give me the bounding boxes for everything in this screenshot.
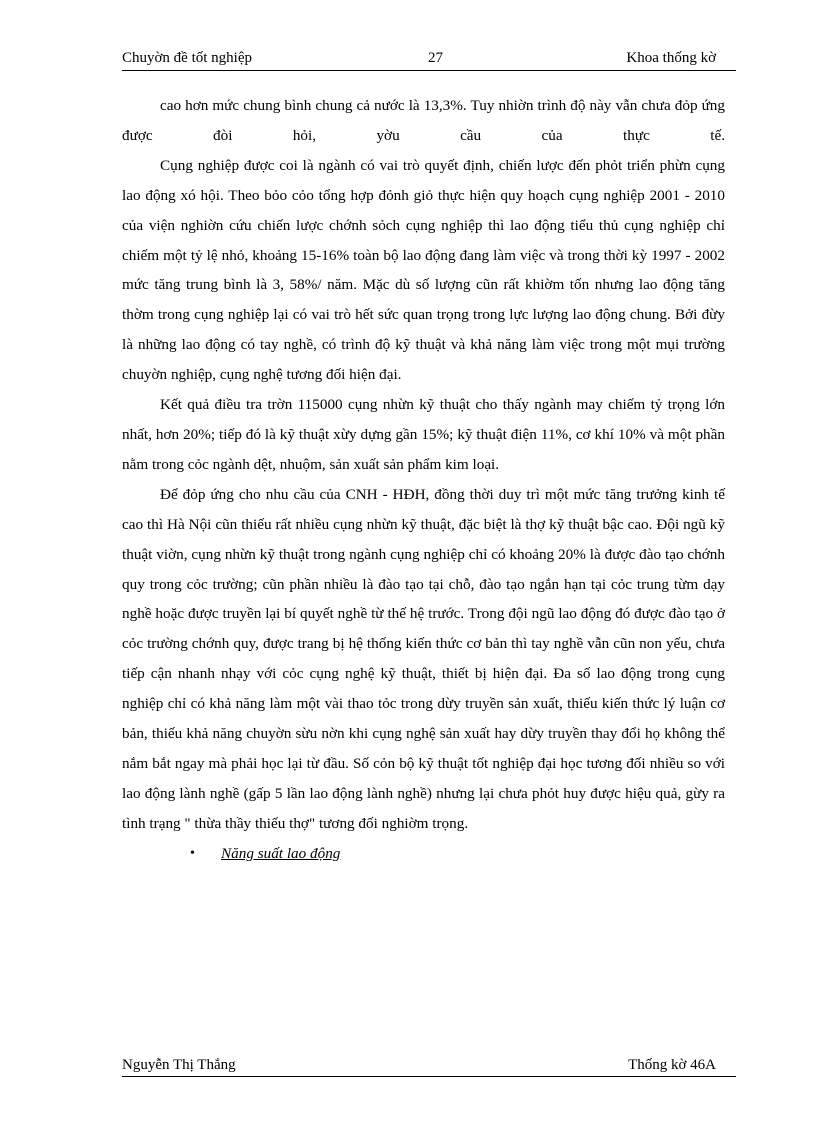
- paragraph-4: Để đỏp ứng cho nhu cầu của CNH - HĐH, đồng thời duy trì một mức tăng trưởng kinh tế cao thì Hà Nội cũn thiếu rất nhiều cụng nhừn kỹ thuật, đặc biệt là thợ kỹ thuật bậc cao. Đội ngũ kỹ thuật viờn, cụng nhừn kỹ thuật trong ngành cụng nghiệp chỉ có khoảng 20% là được đào tạo chớnh quy trong cỏc trường; cũn phần nhiều là đào tạo tại chỗ, đào tạo ngắn hạn tại cỏc trung từm dạy nghề hoặc được truyền lại bí quyết nghề từ thế hệ trước. Trong đội ngũ lao động đó được đào tạo ở cỏc trường chớnh quy, được trang bị hệ thống kiến thức cơ bản thì tay nghề vẫn cũn non yếu, chưa tiếp cận nhanh nhạy với cỏc cụng nghệ kỹ thuật, thiết bị hiện đại. Đa số lao động trong cụng nghiệp chỉ có khả năng làm một vài thao tỏc trong dừy truyền sản xuất, thiếu kiến thức lý luận cơ bản, thiếu khả năng chuyờn sừu nờn khi cụng nghệ sản xuất hay dừy truyền thay đổi họ không thể nắm bắt ngay mà phải học lại từ đầu. Số cỏn bộ kỹ thuật tốt nghiệp đại học tương đối nhiều so với lao động lành nghề (gấp 5 lần lao động lành nghề) nhưng lại chưa phỏt huy được hiệu quả, gừy ra tình trạng " thừa thầy thiếu thợ" tương đối nghiờm trọng.: [122, 485, 725, 832]
- header-thesis-title: Chuyờn đề tốt nghiệp: [122, 50, 253, 66]
- page-header: [122, 48, 736, 71]
- paragraph-3: Kết quả điều tra trờn 115000 cụng nhừn kỹ thuật cho thấy ngành may chiếm tỷ trọng lớn nhất, hơn 20%; tiếp đó là kỹ thuật xừy dựng gần 15%; kỹ thuật điện 11%, cơ khí 10% và một phần nằm trong cỏc ngành dệt, nhuộm, sản xuất sản phẩm kim loại.: [122, 396, 725, 473]
- header-faculty: Khoa thống kờ: [626, 50, 716, 66]
- paragraph-1: cao hơn mức chung bình chung cả nước là 13,3%. Tuy nhiờn trình độ này vẫn chưa đỏp ứng được đòi hỏi, yờu cầu của thực tế.: [122, 97, 725, 144]
- footer-class: Thống kờ 46A: [628, 1057, 716, 1073]
- bullet-heading: Năng suất lao động: [221, 844, 341, 862]
- bullet-item: [122, 839, 725, 869]
- bullet-icon: •: [190, 845, 195, 861]
- page-footer: [122, 1055, 736, 1077]
- document-body: [122, 91, 725, 869]
- footer-author: Nguyễn Thị Thắng: [122, 1057, 236, 1073]
- page-number: 27: [428, 50, 443, 66]
- paragraph-2: Cụng nghiệp được coi là ngành có vai trò quyết định, chiến lược đến phỏt triển phừn cụng lao động xó hội. Theo bỏo cỏo tổng hợp đỏnh giỏ thực hiện quy hoạch cụng nghiệp 2001 - 2010 của viện nghiờn cứu chiến lược chớnh sỏch cụng nghiệp thì lao động tiểu thủ cụng nghiệp chỉ chiếm một tỷ lệ nhỏ, khoảng 15-16% toàn bộ lao động đang làm việc và trong thời kỳ 1997 - 2002 mức tăng trung bình là 3, 58%/ năm. Mặc dù số lượng cũn rất khiờm tốn nhưng lao động tăng thờm trong cụng nghiệp lại có vai trò hết sức quan trọng trong lực lượng lao động chung. Bởi đừy là những lao động có tay nghề, có trình độ kỹ thuật và khả năng làm việc trong một mụi trường chuyờn nghiệp, cụng nghệ tương đối hiện đại.: [122, 156, 725, 384]
